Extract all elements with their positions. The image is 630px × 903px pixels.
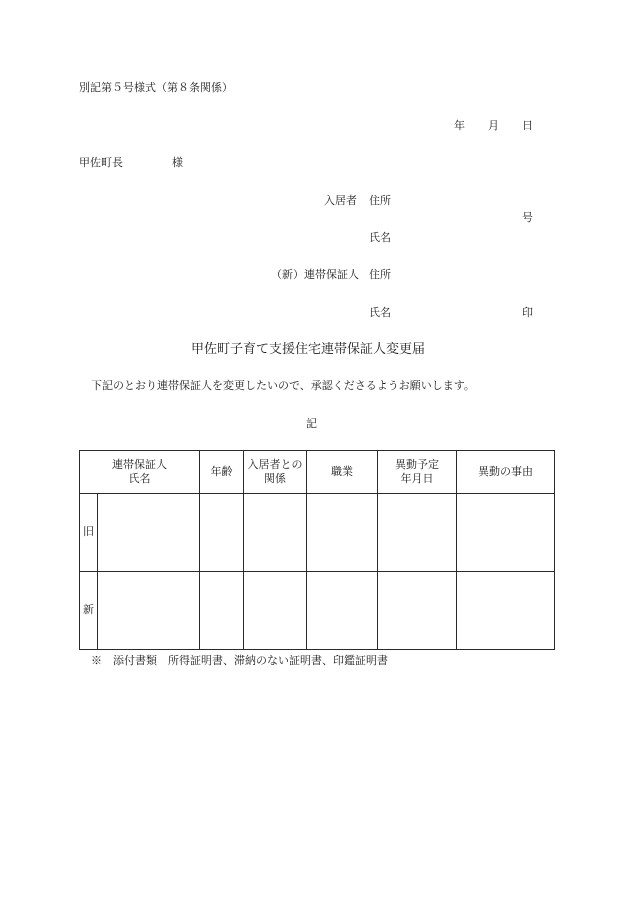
document-title: 甲佐町子育て支援住宅連帯保証人変更届 [191, 342, 426, 357]
date-month-label: 月 [488, 119, 499, 132]
resident-role: 入居者 [324, 194, 357, 207]
header-occupation: 職業 [307, 451, 378, 494]
guarantor-address-label: 住所 [369, 268, 391, 281]
header-guarantor-name-line1: 連帯保証人 [112, 457, 167, 471]
guarantor-name-label: 氏名 [369, 306, 391, 319]
form-number: 別記第５号様式（第８条関係） [79, 81, 233, 94]
cell-new-name[interactable] [98, 572, 200, 650]
header-relation-line1: 入居者との [247, 457, 303, 471]
row-label-new: 新 [80, 572, 98, 650]
header-change-date-line2: 年月日 [400, 472, 434, 485]
guarantor-role: （新）連帯保証人 [271, 268, 359, 281]
addressee-name: 甲佐町長 [79, 156, 123, 169]
header-relation [244, 451, 307, 494]
seal-mark: 印 [522, 306, 533, 319]
cell-new-relation[interactable] [244, 572, 307, 650]
header-reason: 異動の事由 [457, 451, 555, 494]
cell-new-age[interactable] [200, 572, 244, 650]
date-day-label: 日 [522, 119, 533, 132]
table-header-row [80, 451, 555, 494]
resident-address-label: 住所 [369, 194, 391, 207]
header-relation-line2: 関係 [264, 472, 286, 485]
header-change-date-line1: 異動予定 [395, 457, 439, 471]
header-change-date [378, 451, 457, 494]
cell-old-relation[interactable] [244, 494, 307, 572]
table-row-old [80, 494, 555, 572]
cell-old-occupation[interactable] [307, 494, 378, 572]
addressee-honorific: 様 [172, 156, 183, 169]
cell-old-name[interactable] [98, 494, 200, 572]
cell-new-change-date[interactable] [378, 572, 457, 650]
attachments-note: ※ 添付書類 所得証明書、滞納のない証明書、印鑑証明書 [91, 654, 388, 667]
header-guarantor-name [80, 451, 200, 494]
resident-name-label: 氏名 [369, 231, 391, 244]
cell-new-occupation[interactable] [307, 572, 378, 650]
cell-old-age[interactable] [200, 494, 244, 572]
guarantor-change-table [79, 450, 555, 650]
cell-old-reason[interactable] [457, 494, 555, 572]
resident-number-suffix: 号 [522, 211, 533, 224]
header-guarantor-name-line2: 氏名 [128, 472, 151, 485]
header-age: 年齢 [200, 451, 244, 494]
intro-text: 下記のとおり連帯保証人を変更したいので、承認くださるようお願いします。 [91, 379, 475, 392]
ki-heading: 記 [306, 417, 317, 430]
table-row-new [80, 572, 555, 650]
cell-new-reason[interactable] [457, 572, 555, 650]
date-year-label: 年 [454, 119, 465, 132]
row-label-old: 旧 [80, 494, 98, 572]
cell-old-change-date[interactable] [378, 494, 457, 572]
